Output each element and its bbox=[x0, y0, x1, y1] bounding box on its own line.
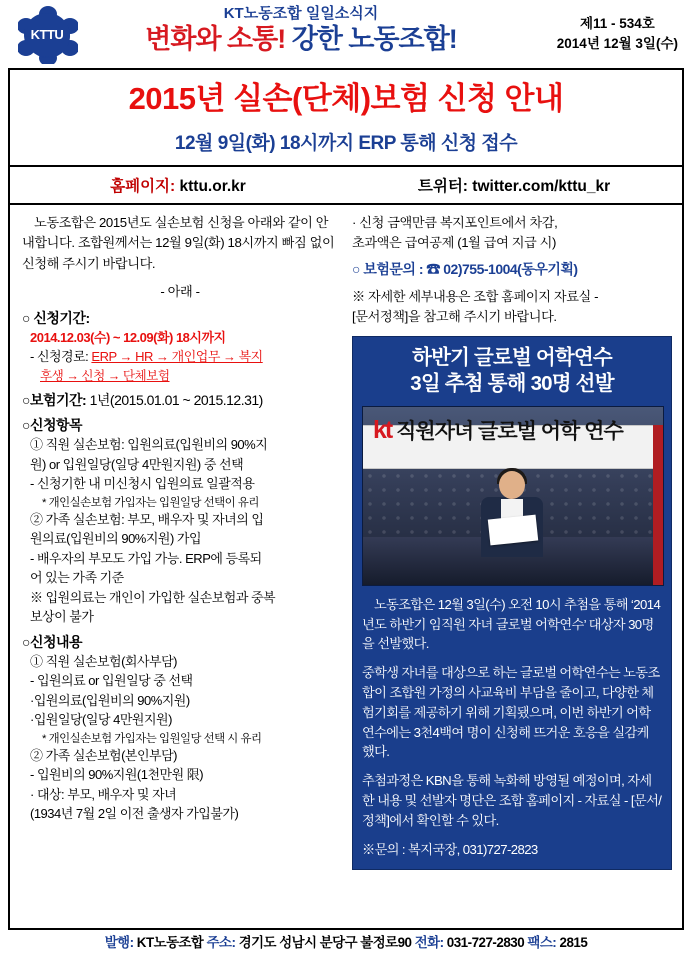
masthead-kicker: KT노동조합 일일소식지 bbox=[223, 5, 379, 22]
inquiry-line: ○ 보험문의 : ☎ 02)755-1004(동우기획) bbox=[352, 260, 578, 277]
panel-title-line-1: 하반기 글로벌 어학연수 bbox=[412, 345, 612, 369]
detail-line: - 입원비의 90%지원(1천만원 限) bbox=[30, 767, 204, 783]
masthead bbox=[0, 0, 692, 66]
detail-line: (1934년 7월 2일 이전 출생자 가입불가) bbox=[30, 806, 239, 822]
twitter-value[interactable]: twitter.com/kttu_kr bbox=[472, 177, 611, 195]
item-line: 원) or 입원일당(일당 4만원지원) 중 선택 bbox=[30, 456, 244, 472]
item-line: ※ 입원의료는 개인이 가입한 실손보험과 중복 bbox=[30, 589, 276, 605]
footer bbox=[8, 932, 684, 951]
address-label: 주소: bbox=[206, 935, 236, 950]
item-line: - 배우자의 부모도 가입 가능. ERP에 등록되 bbox=[30, 550, 262, 566]
homepage-cell bbox=[10, 174, 346, 196]
kttu-logo bbox=[18, 6, 78, 64]
insurance-period-value: 1년(2015.01.01 ~ 2015.12.31) bbox=[89, 392, 263, 409]
application-route-label bbox=[22, 347, 338, 367]
item-line: 어 있는 가족 기준 bbox=[30, 570, 124, 586]
tel-value: 031-727-2830 bbox=[446, 935, 525, 950]
homepage-value[interactable]: kttu.or.kr bbox=[179, 177, 246, 195]
body-area bbox=[10, 205, 682, 953]
note-line-2: 초과액은 급여공제 (1월 급여 지급 시) bbox=[352, 235, 556, 251]
section-items-title: ○신청항목 bbox=[22, 417, 83, 434]
item-line: 원의료(입원비의 90%지원) 가입 bbox=[30, 531, 202, 547]
panel-paragraph: 노동조합은 12월 3일(수) 오전 10시 추첨을 통해 ‘2014년도 하반기 임직원 자녀 글로벌 어학연수’ 대상자 30명을 선발했다. bbox=[362, 596, 661, 652]
detail-line: - 입원의료 or 입원일당 중 선택 bbox=[30, 673, 193, 689]
application-period-date: 2014.12.03(수) ~ 12.09(화) 18시까지 bbox=[30, 329, 226, 345]
section-details-title: ○신청내용 bbox=[22, 633, 83, 650]
highlight-panel bbox=[352, 336, 672, 871]
kt-logo-text: kt bbox=[373, 415, 392, 444]
note-line-1: · 신청 금액만큼 복지포인트에서 차감, bbox=[352, 214, 558, 230]
publisher-label: 발행: bbox=[104, 935, 134, 950]
item-line: ② 가족 실손보험: 부모, 배우자 및 자녀의 입 bbox=[30, 511, 264, 527]
fax-value: 2815 bbox=[559, 935, 588, 950]
panel-paragraph: 추첨과정은 KBN을 통해 녹화해 방영될 예정이며, 자세한 내용 및 선발자 명단은 조합 홈페이지 - 자료실 - [문서/정책]에서 확인할 수 있다. bbox=[362, 773, 662, 828]
item-note: * 개인실손보험 가입자는 입원일당 선택이 유리 bbox=[42, 496, 259, 509]
item-line: ① 직원 실손보험: 입원의료(입원비의 90%지 bbox=[30, 437, 268, 453]
detail-line: · 대상: 부모, 배우자 및 자녀 bbox=[30, 786, 177, 802]
homepage-label: 홈페이지: bbox=[110, 177, 176, 195]
content-frame bbox=[8, 68, 684, 930]
section-application-period-title: ○ 신청기간: bbox=[22, 309, 90, 326]
intro-paragraph: 노동조합은 2015년도 실손보험 신청을 아래와 같이 안내합니다. 조합원께서는 12월 9일(화) 18시까지 빠짐 없이 신청해 주시기 바랍니다. bbox=[22, 214, 335, 271]
panel-title-line-2: 3일 추첨 통해 30명 선발 bbox=[410, 372, 614, 396]
photo-banner-caption: 직원자녀 글로벌 어학 연수 bbox=[396, 419, 623, 443]
logo-text: KTTU bbox=[24, 13, 70, 57]
route-line-2: 후생 → 신청 → 단체보험 bbox=[40, 368, 170, 383]
masthead-issue-info bbox=[557, 14, 678, 55]
item-line: 보상이 불가 bbox=[30, 609, 94, 625]
detail-line: ② 가족 실손보험(본인부담) bbox=[30, 747, 177, 763]
event-photo bbox=[362, 406, 664, 586]
issue-number: 제11 - 534호 bbox=[579, 16, 655, 31]
left-column bbox=[10, 205, 346, 953]
detail-line: ① 직원 실손보험(회사부담) bbox=[30, 653, 177, 669]
photo-person bbox=[475, 471, 549, 555]
publisher-name: KT노동조합 bbox=[136, 935, 204, 950]
twitter-cell bbox=[346, 174, 682, 196]
insurance-period-title: ○보험기간: bbox=[22, 392, 87, 409]
section-insurance-period bbox=[22, 390, 338, 410]
masthead-title-blue: 강한 노동조합! bbox=[291, 24, 457, 54]
masthead-title bbox=[86, 24, 516, 55]
divider-text: - 아래 - bbox=[160, 284, 200, 300]
address-value: 경기도 성남시 분당구 불정로90 bbox=[238, 935, 412, 950]
right-column bbox=[346, 205, 682, 953]
fax-label: 팩스: bbox=[527, 935, 557, 950]
route-label-text: - 신청경로: bbox=[30, 349, 89, 365]
item-line: - 신청기한 내 미신청시 입원의료 일괄적용 bbox=[30, 476, 255, 492]
detail-note: * 개인실손보험 가입자는 입원일당 선택 시 유리 bbox=[42, 732, 262, 745]
page-subtitle: 12월 9일(화) 18시까지 ERP 통해 신청 접수 bbox=[174, 132, 518, 154]
tel-label: 전화: bbox=[414, 935, 444, 950]
contact-bar bbox=[10, 167, 682, 205]
page-title: 2015년 실손(단체)보험 신청 안내 bbox=[128, 81, 564, 116]
masthead-center bbox=[86, 2, 516, 55]
person-head bbox=[499, 471, 525, 499]
issue-date: 2014년 12월 3일(수) bbox=[556, 36, 678, 52]
twitter-label: 트위터: bbox=[417, 177, 468, 195]
detail-line: ·입원일당(일당 4만원지원) bbox=[30, 712, 172, 728]
masthead-title-red: 변화와 소통! bbox=[145, 24, 286, 54]
photo-banner-text bbox=[373, 415, 623, 445]
route-line-1: ERP → HR → 개인업무 → 복지 bbox=[91, 349, 263, 365]
panel-paragraph: 중학생 자녀를 대상으로 하는 글로벌 어학연수는 노동조합이 조합원 가정의 사교육비 부담을 줄이고, 다양한 체험기회를 제공하기 위해 기획됐으며, 이번 하반기 어학연수에는 3천4백여 명이 신청해 뜨거운 호응을 실감케 했다. bbox=[362, 665, 660, 760]
detail-line: ·입원의료(입원비의 90%지원) bbox=[30, 692, 190, 708]
title-block bbox=[10, 70, 682, 167]
note-line-4: [문서정책]을 참고해 주시기 바랍니다. bbox=[352, 309, 557, 325]
person-paper bbox=[488, 514, 538, 545]
photo-red-strip bbox=[653, 425, 663, 585]
note-line-3: ※ 자세한 세부내용은 조합 홈페이지 자료실 - bbox=[352, 288, 599, 304]
panel-inquiry: ※문의 : 복지국장, 031)727-2823 bbox=[362, 841, 538, 857]
